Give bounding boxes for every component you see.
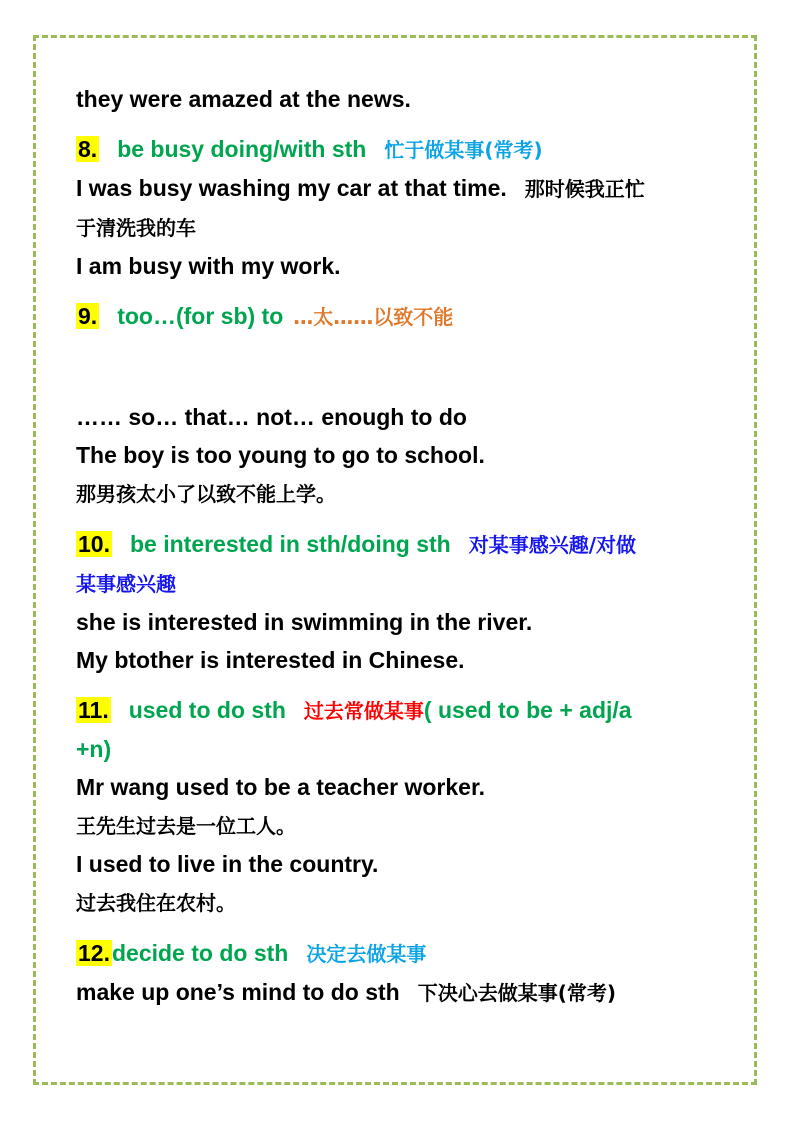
item-11-example-2: [76, 845, 736, 883]
item-11-example-1: [76, 768, 736, 806]
intro-line: [76, 80, 736, 118]
item-9-alternative: [76, 398, 736, 436]
item-9-example-1-cn: [76, 474, 736, 513]
item-10-example-2: [76, 641, 736, 679]
item-10-heading: [76, 525, 736, 564]
item-phrase: used to do sth: [128, 697, 286, 723]
item-phrase: be interested in sth/doing sth: [129, 531, 451, 557]
item-meaning: 决定去做某事: [306, 942, 427, 966]
item-11-heading: [76, 691, 736, 730]
item-number: 8.: [78, 136, 98, 162]
item-number: 9.: [78, 303, 98, 329]
example-sentence: The boy is too young to go to school.: [76, 442, 485, 468]
item-11-example-2-cn: [76, 883, 736, 922]
item-12-heading: [76, 934, 736, 973]
item-10-example-1: [76, 603, 736, 641]
item-meaning-rest: 某事感兴趣: [76, 572, 176, 596]
example-translation: 那男孩太小了以致不能上学。: [76, 482, 336, 506]
item-phrase: too…(for sb) to: [117, 303, 284, 329]
item-8-example-2: [76, 247, 736, 285]
example-sentence: I used to live in the country.: [76, 851, 379, 877]
item-meaning: …太……以致不能: [293, 305, 454, 329]
item-8-example-1: [76, 169, 736, 208]
item-8-heading: [76, 130, 736, 169]
alternative-structure: make up one’s mind to do sth: [76, 979, 400, 1005]
item-8-example-1-cont: [76, 208, 736, 247]
alternative-translation: 下决心去做某事(常考): [417, 981, 617, 1005]
example-translation-rest: 于清洗我的车: [76, 216, 196, 240]
example-sentence: I am busy with my work.: [76, 253, 341, 279]
item-meaning: 忙于做某事(常考): [384, 138, 543, 162]
item-meaning-part: 对某事感兴趣/对做: [468, 533, 637, 557]
example-translation: 过去我住在农村。: [76, 891, 236, 915]
example-sentence: she is interested in swimming in the river.: [76, 609, 533, 635]
item-number: 12.: [78, 940, 110, 966]
item-number: 11.: [78, 697, 109, 723]
item-12-alternative: [76, 973, 736, 1012]
item-number: 10.: [78, 531, 110, 557]
item-phrase: be busy doing/with sth: [117, 136, 367, 162]
example-sentence: I was busy washing my car at that time.: [76, 175, 507, 201]
alternative-structure: …… so… that… not… enough to do: [76, 404, 467, 430]
item-10-heading-cont: [76, 564, 736, 603]
example-translation: 王先生过去是一位工人。: [76, 814, 296, 838]
item-extra-rest: +n): [76, 736, 112, 762]
item-11-example-1-cn: [76, 806, 736, 845]
document-body: [76, 80, 736, 1012]
example-sentence: My btother is interested in Chinese.: [76, 647, 465, 673]
item-meaning: 过去常做某事: [303, 699, 424, 723]
item-9-heading: [76, 297, 736, 336]
item-9-example-1: [76, 436, 736, 474]
item-phrase: decide to do sth: [111, 940, 289, 966]
example-sentence: Mr wang used to be a teacher worker.: [76, 774, 486, 800]
item-11-heading-cont: [76, 730, 736, 768]
example-translation-part: 那时候我正忙: [524, 177, 645, 201]
item-extra-part: ( used to be + adj/a: [423, 697, 632, 723]
intro-text: they were amazed at the news.: [76, 86, 411, 112]
